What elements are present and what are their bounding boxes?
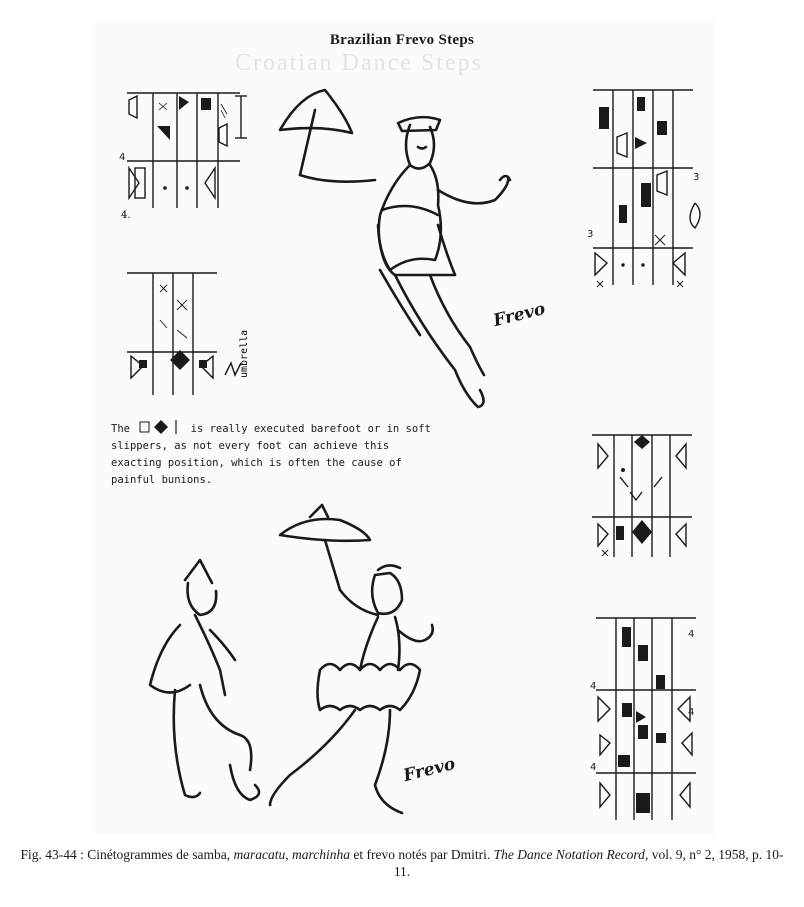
caption-part-2: et frevo notés par Dmitri. [349, 847, 494, 862]
caption-sep: , [285, 847, 292, 862]
svg-text:4: 4 [119, 152, 126, 163]
note-lead: The [111, 423, 130, 435]
labanotation-score-e [588, 615, 708, 825]
svg-text:4: 4 [688, 629, 695, 640]
labanotation-score-a [115, 88, 260, 223]
caption-part-3: , vol. 9, n° 2, 1958, p. 10-11. [393, 847, 784, 879]
signature-top: Frevo [491, 298, 548, 332]
svg-text:4: 4 [590, 681, 597, 692]
barefoot-note [111, 420, 441, 489]
caption-maracatu: maracatu [233, 847, 286, 862]
svg-text:3: 3 [587, 229, 594, 240]
labanotation-score-d [590, 432, 700, 562]
note-text: is really executed barefoot or in soft slippers, as not every foot can achieve this exacting position, which is often the cause of painful bunions. [111, 423, 431, 486]
caption-part-1: Fig. 43-44 : Cinétogrammes de samba, [20, 847, 234, 862]
caption-marchinha: marchinha [291, 847, 350, 862]
umbrella-label: umbrella [239, 329, 250, 378]
frevo-dancer-drawing [270, 85, 560, 415]
diamond-position-symbol [136, 420, 184, 434]
signature-bottom: Frevo [401, 753, 458, 787]
labanotation-score-b [125, 270, 260, 400]
bleed-through-title: Croatian Dance Steps [235, 50, 483, 76]
labanotation-score-c [585, 85, 715, 290]
svg-text:4: 4 [590, 762, 597, 773]
svg-text:3: 3 [693, 172, 700, 183]
page-title: Brazilian Frevo Steps [329, 32, 475, 48]
score-a-number: 4. [121, 210, 131, 221]
svg-text:4: 4 [688, 707, 695, 718]
caption-journal: The Dance Notation Record [493, 847, 645, 862]
figure-caption [20, 846, 784, 880]
